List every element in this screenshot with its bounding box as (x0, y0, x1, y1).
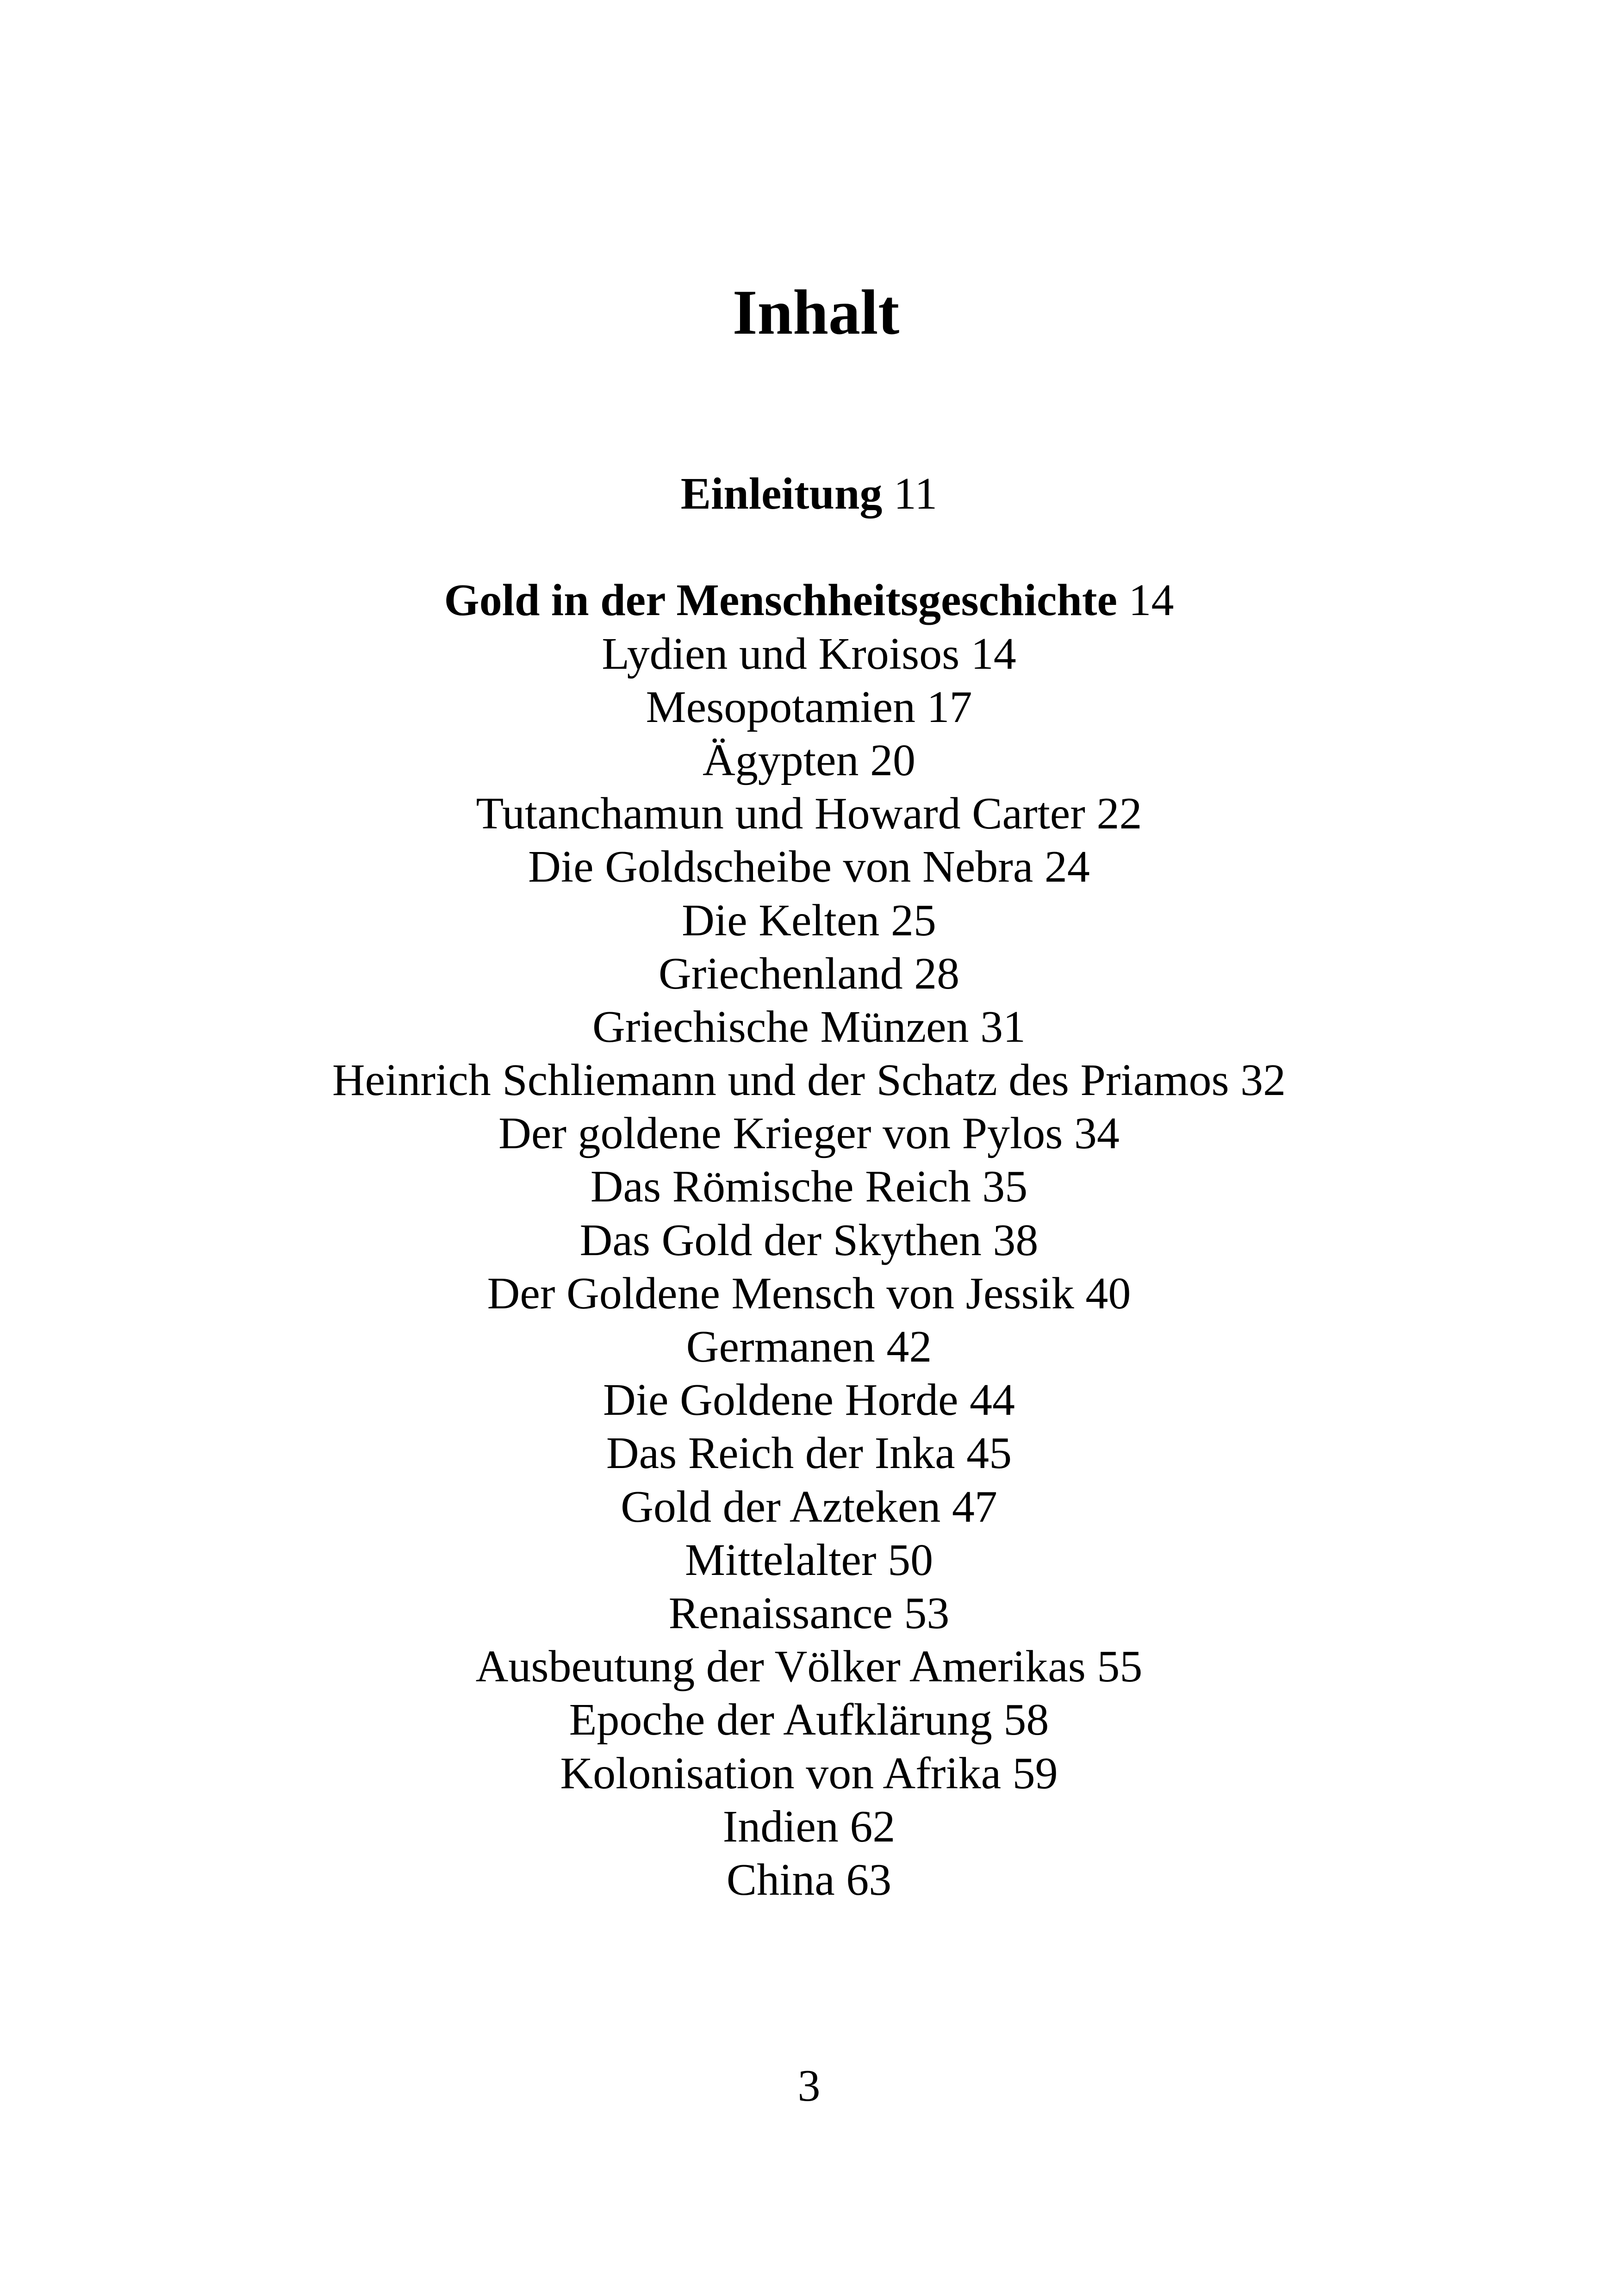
toc-entry (0, 1481, 1618, 1534)
toc-entry-page: 25 (890, 895, 936, 946)
toc-entry-page: 53 (904, 1588, 950, 1638)
toc-entry-chapter (0, 574, 1618, 627)
toc-entry (0, 734, 1618, 787)
toc-entry-page: 20 (870, 735, 915, 785)
toc-entry-label: Griechenland (658, 948, 903, 999)
toc-entry-label: Indien (722, 1801, 839, 1852)
toc-entry-page: 62 (850, 1801, 896, 1852)
toc-entry-label: Lydien und Kroisos (602, 628, 960, 679)
toc-entry (0, 1693, 1618, 1747)
toc-entry (0, 1107, 1618, 1160)
toc-entry-page: 44 (969, 1375, 1015, 1425)
page-number: 3 (797, 2061, 821, 2111)
toc-entry (0, 947, 1618, 1001)
toc-entry-label: Mesopotamien (646, 682, 915, 732)
toc-entry-label: Mittelalter (685, 1535, 877, 1585)
toc-entry-label: Einleitung (680, 469, 883, 519)
toc-entry-page: 58 (1003, 1695, 1049, 1745)
toc-entry-label: Tutanchamun und Howard Carter (476, 789, 1085, 839)
toc-entry-page: 35 (982, 1162, 1028, 1212)
toc-entry-page: 40 (1085, 1268, 1131, 1319)
toc-entry-page: 28 (914, 948, 960, 999)
toc-entry-page: 31 (980, 1002, 1026, 1052)
toc-entry-label: Germanen (686, 1322, 875, 1372)
toc-entry-page: 47 (952, 1481, 997, 1532)
toc-entry-page: 63 (846, 1854, 892, 1905)
toc-entry-page: 14 (1128, 575, 1174, 626)
toc-entry (0, 1800, 1618, 1854)
toc-entry-label: Epoche der Aufklärung (569, 1695, 992, 1745)
toc-entry-label: China (726, 1854, 835, 1905)
toc-entry (0, 1001, 1618, 1054)
toc-entry-page: 24 (1044, 842, 1090, 892)
toc-entry-page: 34 (1074, 1108, 1120, 1159)
toc-entry (0, 1054, 1618, 1107)
toc-entry (0, 1640, 1618, 1693)
toc-entry-label: Kolonisation von Afrika (560, 1748, 1002, 1798)
toc-entry-page: 22 (1096, 789, 1142, 839)
toc-entry (0, 1747, 1618, 1800)
toc-entry-label: Gold der Azteken (621, 1481, 941, 1532)
toc-entry-label: Gold in der Menschheitsgeschichte (444, 575, 1118, 626)
toc-entry (0, 1267, 1618, 1320)
page-title: Inhalt (732, 277, 900, 348)
toc-entry-label: Der Goldene Mensch von Jessik (487, 1268, 1074, 1319)
toc-entry-page: 17 (927, 682, 972, 732)
toc-entry (0, 1320, 1618, 1374)
toc-entry-page: 59 (1012, 1748, 1058, 1798)
toc-entry-page: 14 (971, 628, 1016, 679)
toc-entry-label: Ausbeutung der Völker Amerikas (475, 1642, 1086, 1692)
toc-entry (0, 628, 1618, 681)
toc-entry (0, 1587, 1618, 1640)
toc-entry-page: 32 (1240, 1055, 1286, 1106)
toc-spacer (0, 521, 1618, 574)
toc-entry-page: 38 (993, 1215, 1039, 1265)
toc-entry-page: 42 (886, 1322, 932, 1372)
toc-entry-label: Die Goldscheibe von Nebra (528, 842, 1033, 892)
toc-entry-page: 11 (893, 469, 938, 519)
toc-entry-label: Griechische Münzen (592, 1002, 969, 1052)
toc-entry-label: Das Reich der Inka (606, 1428, 955, 1479)
toc-entry-label: Die Kelten (682, 895, 880, 946)
toc-entry-label: Das Gold der Skythen (579, 1215, 982, 1265)
toc-entry-label: Renaissance (668, 1588, 893, 1638)
toc-entry-intro (0, 467, 1618, 521)
toc-entry-label: Die Goldene Horde (603, 1375, 958, 1425)
toc-entry-label: Der goldene Krieger von Pylos (498, 1108, 1063, 1159)
toc-entry-label: Das Römische Reich (590, 1162, 971, 1212)
toc-entry-page: 45 (966, 1428, 1012, 1479)
toc-entry-page: 55 (1097, 1642, 1143, 1692)
toc-entry (0, 1160, 1618, 1213)
toc-entry-page: 50 (888, 1535, 933, 1585)
toc-entry (0, 1854, 1618, 1907)
toc-entry (0, 1427, 1618, 1480)
toc-entry (0, 787, 1618, 840)
toc-entry (0, 894, 1618, 947)
table-of-contents (0, 467, 1618, 1907)
toc-entry-label: Ägypten (703, 735, 859, 785)
toc-entry-label: Heinrich Schliemann und der Schatz des Priamos (332, 1055, 1229, 1106)
toc-entry (0, 840, 1618, 894)
toc-entry (0, 1374, 1618, 1427)
toc-entry (0, 1214, 1618, 1267)
toc-entry (0, 1534, 1618, 1587)
toc-entry (0, 681, 1618, 734)
